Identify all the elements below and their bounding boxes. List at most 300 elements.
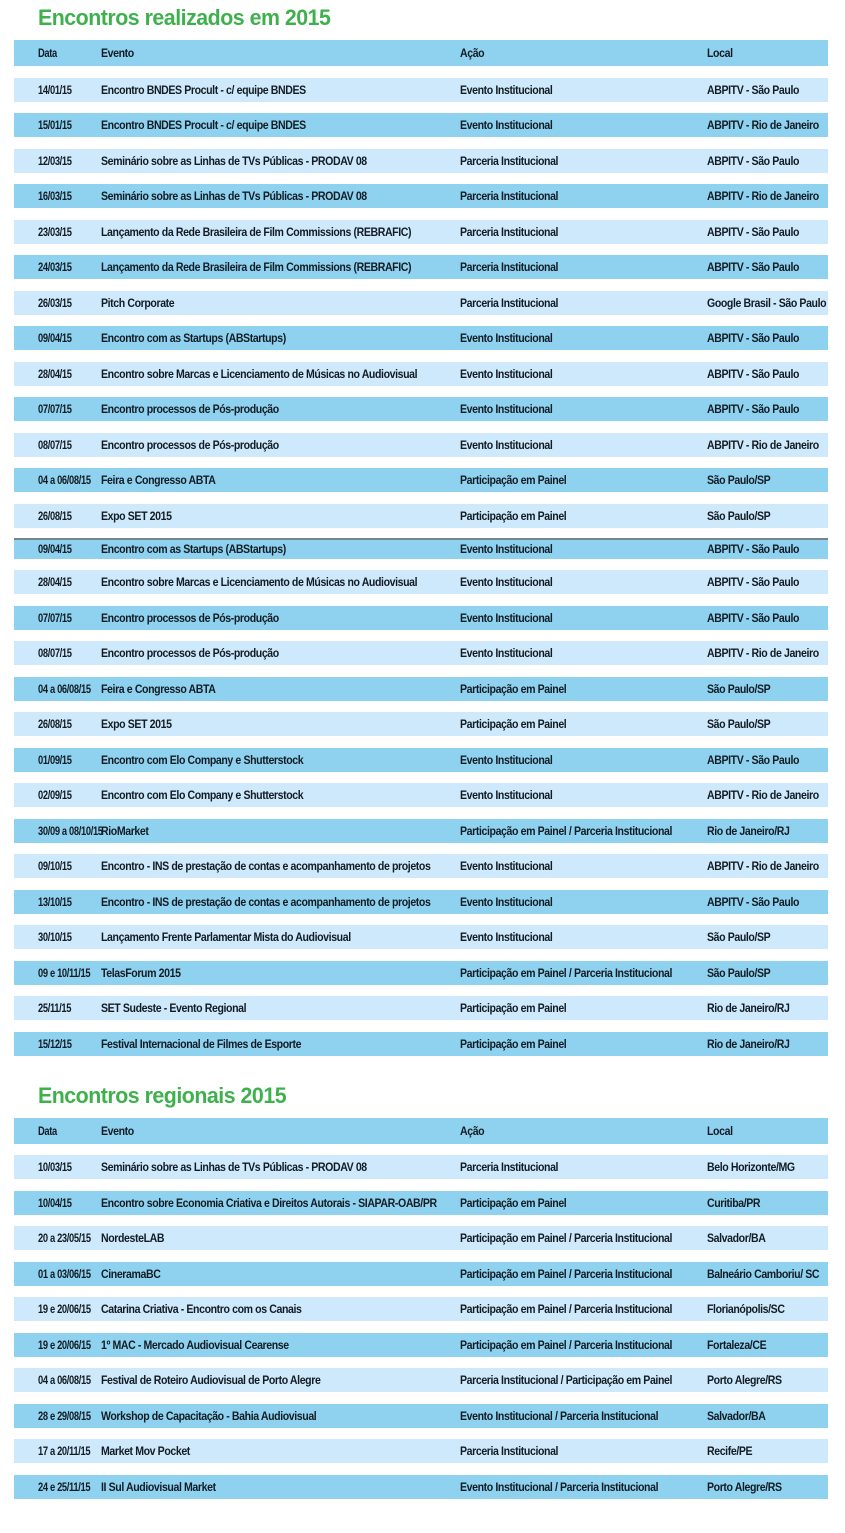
cell-text: 04 a 06/08/15 — [38, 681, 91, 696]
cell-text: ABPITV - São Paulo — [707, 224, 800, 239]
cell-data — [14, 116, 101, 134]
cell-data — [14, 999, 101, 1017]
cell-text: Encontro BNDES Procult - c/ equipe BNDES — [101, 118, 306, 132]
cell-text: ABPITV - São Paulo — [707, 402, 800, 416]
cell-text: 09 e 10/11/15 — [38, 965, 91, 980]
cell-text: Participação em Painel — [460, 508, 567, 523]
cell-evento — [101, 540, 460, 558]
cell-acao — [460, 1229, 707, 1247]
table-row — [14, 184, 828, 208]
cell-local — [707, 471, 828, 489]
cell-acao — [460, 294, 707, 312]
cell-text: Rio de Janeiro/RJ — [707, 823, 790, 838]
cell-acao — [460, 857, 707, 875]
cell-text: São Paulo/SP — [707, 930, 771, 944]
table-row — [14, 1297, 828, 1321]
cell-text: Encontro BNDES Procult - c/ equipe BNDES — [101, 82, 306, 97]
cell-acao — [460, 1194, 707, 1212]
table-row — [14, 362, 828, 386]
cell-text: 26/08/15 — [38, 508, 72, 523]
cell-text: 09/04/15 — [38, 542, 72, 556]
cell-text: Parceria Institucional — [460, 153, 559, 168]
cell-local — [707, 1407, 828, 1425]
section-title: Encontros realizados em 2015 — [38, 5, 331, 30]
cell-evento — [101, 644, 460, 662]
cell-local — [707, 258, 828, 276]
cell-acao — [460, 1265, 707, 1283]
cell-evento — [101, 715, 460, 733]
cell-evento — [101, 928, 460, 946]
cell-text: Evento Institucional — [460, 366, 553, 381]
cell-local — [707, 715, 828, 733]
cell-text: Participação em Painel — [460, 681, 567, 696]
cell-text: Florianópolis/SC — [707, 1302, 785, 1316]
cell-local — [707, 1158, 828, 1176]
cell-text: ABPITV - Rio de Janeiro — [707, 859, 819, 873]
cell-evento — [101, 751, 460, 769]
cell-text: 16/03/15 — [38, 189, 72, 203]
cell-text: 28 e 29/08/15 — [38, 1408, 91, 1423]
cell-text: 25/11/15 — [38, 1001, 72, 1015]
cell-local — [707, 116, 834, 134]
cell-text: Market Mov Pocket — [101, 1444, 190, 1458]
cell-evento — [101, 329, 460, 347]
table-row — [14, 291, 828, 315]
cell-data — [14, 1194, 101, 1212]
cell-local — [707, 609, 828, 627]
cell-acao — [460, 400, 707, 418]
cell-evento — [101, 999, 460, 1017]
cell-text: Seminário sobre as Linhas de TVs Públicas - PRODAV 08 — [101, 189, 367, 203]
cell-text: ABPITV - São Paulo — [707, 153, 800, 168]
cell-data — [14, 1229, 101, 1247]
cell-evento — [101, 294, 460, 312]
cell-text: Evento Institucional — [460, 402, 553, 416]
cell-data — [14, 540, 101, 558]
cell-text: Salvador/BA — [707, 1408, 766, 1423]
table-row — [14, 890, 828, 914]
cell-local — [707, 400, 828, 418]
cell-evento — [101, 507, 460, 525]
cell-text: Participação em Painel — [460, 473, 567, 487]
cell-text: Expo SET 2015 — [101, 717, 172, 731]
events-table — [14, 40, 828, 1056]
table-row — [14, 570, 828, 594]
cell-local — [707, 1371, 828, 1389]
cell-text: ABPITV - São Paulo — [707, 260, 800, 274]
cell-evento — [101, 1194, 460, 1212]
cell-text: Workshop de Capacitação - Bahia Audiovisual — [101, 1408, 317, 1423]
events-table — [14, 1118, 828, 1499]
cell-text: Participação em Painel / Parceria Institucional — [460, 965, 673, 980]
cell-text: SET Sudeste - Evento Regional — [101, 1001, 247, 1015]
table-row — [14, 854, 828, 878]
cell-data — [14, 258, 101, 276]
cell-text: 09/04/15 — [38, 331, 72, 345]
cell-text: Rio de Janeiro/RJ — [707, 1001, 790, 1015]
cell-data — [14, 187, 101, 205]
cell-evento — [101, 964, 460, 982]
table-row — [14, 1191, 828, 1215]
cell-evento — [101, 1265, 460, 1283]
cell-acao — [460, 152, 707, 170]
cell-text: TelasForum 2015 — [101, 965, 181, 980]
cell-text: São Paulo/SP — [707, 681, 771, 696]
cell-text: 07/07/15 — [38, 402, 72, 416]
cell-text: 01/09/15 — [38, 752, 72, 767]
table-row — [14, 1404, 828, 1428]
cell-text: 01 a 03/06/15 — [38, 1266, 91, 1281]
cell-text: Festival de Roteiro Audiovisual de Porto Alegre — [101, 1373, 321, 1387]
cell-acao — [460, 507, 707, 525]
table-row — [14, 468, 828, 492]
cell-local — [707, 1035, 828, 1053]
cell-text: Parceria Institucional / Participação em Painel — [460, 1373, 673, 1387]
cell-text: ABPITV - São Paulo — [707, 366, 800, 381]
column-header-local — [707, 1122, 828, 1140]
cell-evento — [101, 223, 460, 241]
cell-acao — [460, 540, 707, 558]
cell-data — [14, 471, 101, 489]
cell-evento — [101, 680, 460, 698]
table-row — [14, 748, 828, 772]
cell-text: Encontro processos de Pós-produção — [101, 437, 279, 452]
table-row — [14, 397, 828, 421]
cell-local — [707, 294, 842, 312]
cell-evento — [101, 81, 460, 99]
cell-text: 19 e 20/06/15 — [38, 1302, 91, 1316]
cell-acao — [460, 1158, 707, 1176]
cell-text: 30/09 a 08/10/15 — [38, 823, 103, 838]
cell-data — [14, 1265, 101, 1283]
cell-text: 04 a 06/08/15 — [38, 1373, 91, 1387]
cell-evento — [101, 116, 460, 134]
cell-text: Feira e Congresso ABTA — [101, 681, 216, 696]
cell-text: Curitiba/PR — [707, 1195, 761, 1210]
cell-acao — [460, 329, 707, 347]
table-row — [14, 712, 828, 736]
cell-text: ABPITV - São Paulo — [707, 610, 800, 625]
column-header-label: Evento — [101, 1123, 134, 1138]
cell-text: 10/03/15 — [38, 1160, 72, 1174]
cell-text: ABPITV - São Paulo — [707, 331, 800, 345]
table-row — [14, 326, 828, 350]
cell-text: 04 a 06/08/15 — [38, 473, 91, 487]
cell-text: Porto Alegre/RS — [707, 1373, 782, 1387]
cell-text: Evento Institucional — [460, 646, 553, 660]
cell-local — [707, 1300, 828, 1318]
cell-local — [707, 1442, 828, 1460]
cell-data — [14, 1300, 101, 1318]
column-header-acao — [460, 1122, 707, 1140]
cell-text: 30/10/15 — [38, 930, 72, 944]
cell-local — [707, 187, 834, 205]
cell-text: Encontro com as Startups (ABStartups) — [101, 542, 286, 556]
cell-local — [707, 1478, 828, 1496]
events-section — [0, 6, 845, 1056]
cell-data — [14, 1478, 101, 1496]
cell-text: Evento Institucional — [460, 437, 553, 452]
column-header-label: Data — [38, 1123, 57, 1138]
cell-data — [14, 680, 101, 698]
cell-data — [14, 928, 101, 946]
cell-text: 15/12/15 — [38, 1036, 72, 1051]
cell-text: 17 a 20/11/15 — [38, 1444, 91, 1458]
cell-text: 19 e 20/06/15 — [38, 1337, 91, 1352]
cell-text: Feira e Congresso ABTA — [101, 473, 216, 487]
table-row — [14, 255, 828, 279]
cell-text: Seminário sobre as Linhas de TVs Públicas - PRODAV 08 — [101, 1160, 367, 1174]
cell-local — [707, 365, 828, 383]
cell-text: II Sul Audiovisual Market — [101, 1479, 216, 1494]
table-row — [14, 783, 828, 807]
cell-evento — [101, 1300, 460, 1318]
cell-data — [14, 1336, 101, 1354]
cell-text: Lançamento Frente Parlamentar Mista do Audiovisual — [101, 930, 351, 944]
table-row — [14, 504, 828, 528]
cell-local — [707, 928, 828, 946]
cell-acao — [460, 471, 707, 489]
cell-text: Parceria Institucional — [460, 260, 559, 274]
cell-text: ABPITV - São Paulo — [707, 82, 800, 97]
table-row — [14, 433, 828, 457]
table-row — [14, 641, 828, 665]
cell-acao — [460, 81, 707, 99]
cell-acao — [460, 609, 707, 627]
cell-evento — [101, 893, 460, 911]
cell-data — [14, 822, 101, 840]
cell-text: ABPITV - Rio de Janeiro — [707, 646, 819, 660]
cell-acao — [460, 573, 707, 591]
cell-evento — [101, 1158, 460, 1176]
cell-text: Evento Institucional — [460, 575, 553, 589]
cell-text: Evento Institucional / Parceria Institucional — [460, 1408, 659, 1423]
cell-evento — [101, 822, 460, 840]
cell-text: Evento Institucional — [460, 788, 553, 802]
cell-text: 26/08/15 — [38, 717, 72, 731]
cell-acao — [460, 786, 707, 804]
column-header-acao — [460, 44, 707, 62]
cell-text: 02/09/15 — [38, 788, 72, 802]
cell-acao — [460, 822, 707, 840]
cell-text: Encontro - INS de prestação de contas e acompanhamento de projetos — [101, 859, 431, 873]
cell-text: Evento Institucional — [460, 542, 553, 556]
cell-evento — [101, 1442, 460, 1460]
cell-evento — [101, 187, 460, 205]
cell-evento — [101, 152, 460, 170]
cell-data — [14, 1035, 101, 1053]
cell-data — [14, 1407, 101, 1425]
column-header-data — [14, 1122, 101, 1140]
cell-evento — [101, 786, 460, 804]
cell-acao — [460, 116, 707, 134]
cell-data — [14, 857, 101, 875]
cell-text: 14/01/15 — [38, 82, 72, 97]
cell-text: 15/01/15 — [38, 118, 72, 132]
cell-evento — [101, 573, 460, 591]
cell-text: Participação em Painel / Parceria Institucional — [460, 1302, 673, 1316]
cell-text: Parceria Institucional — [460, 189, 559, 203]
cell-local — [707, 573, 828, 591]
cell-data — [14, 400, 101, 418]
cell-text: RioMarket — [101, 823, 149, 838]
cell-text: Participação em Painel / Parceria Institucional — [460, 1231, 673, 1245]
cell-local — [707, 1194, 828, 1212]
cell-data — [14, 1158, 101, 1176]
cell-text: 20 a 23/05/15 — [38, 1231, 91, 1245]
cell-evento — [101, 1336, 460, 1354]
cell-text: Participação em Painel — [460, 717, 567, 731]
cell-text: Encontro processos de Pós-produção — [101, 610, 279, 625]
cell-text: Salvador/BA — [707, 1231, 766, 1245]
cell-local — [707, 786, 834, 804]
cell-text: Participação em Painel / Parceria Institucional — [460, 1266, 673, 1281]
cell-data — [14, 152, 101, 170]
cell-local — [707, 857, 834, 875]
cell-text: 28/04/15 — [38, 366, 72, 381]
cell-acao — [460, 751, 707, 769]
cell-text: Encontro sobre Marcas e Licenciamento de Músicas no Audiovisual — [101, 575, 418, 589]
cell-evento — [101, 400, 460, 418]
cell-acao — [460, 1478, 707, 1496]
table-row — [14, 1439, 828, 1463]
table-row — [14, 606, 828, 630]
cell-acao — [460, 223, 707, 241]
cell-acao — [460, 1035, 707, 1053]
cell-local — [707, 964, 828, 982]
cell-local — [707, 1265, 834, 1283]
column-header-evento — [101, 44, 460, 62]
cell-data — [14, 223, 101, 241]
cell-evento — [101, 436, 460, 454]
cell-local — [707, 751, 828, 769]
cell-local — [707, 999, 828, 1017]
table-row — [14, 961, 828, 985]
cell-text: Belo Horizonte/MG — [707, 1160, 795, 1174]
table-row — [14, 1155, 828, 1179]
cell-local — [707, 540, 828, 558]
cell-text: Expo SET 2015 — [101, 508, 172, 523]
cell-local — [707, 893, 828, 911]
cell-local — [707, 436, 834, 454]
cell-evento — [101, 1478, 460, 1496]
cell-text: São Paulo/SP — [707, 473, 771, 487]
cell-acao — [460, 964, 707, 982]
cell-text: São Paulo/SP — [707, 508, 771, 523]
cell-text: Evento Institucional / Parceria Institucional — [460, 1479, 659, 1494]
events-section — [0, 1084, 845, 1499]
cell-text: Evento Institucional — [460, 331, 553, 345]
cell-text: ABPITV - São Paulo — [707, 575, 800, 589]
table-row — [14, 538, 828, 559]
table-row — [14, 1475, 828, 1499]
cell-text: 08/07/15 — [38, 646, 72, 660]
cell-text: Seminário sobre as Linhas de TVs Públicas - PRODAV 08 — [101, 153, 367, 168]
cell-acao — [460, 999, 707, 1017]
table-row — [14, 113, 828, 137]
cell-acao — [460, 187, 707, 205]
cell-evento — [101, 365, 460, 383]
cell-evento — [101, 857, 460, 875]
cell-text: Evento Institucional — [460, 82, 553, 97]
cell-text: Parceria Institucional — [460, 1444, 559, 1458]
column-header-label: Local — [707, 46, 733, 60]
cell-text: ABPITV - São Paulo — [707, 752, 800, 767]
table-row — [14, 220, 828, 244]
cell-text: Participação em Painel / Parceria Institucional — [460, 823, 673, 838]
cell-text: Festival Internacional de Filmes de Esporte — [101, 1036, 302, 1051]
cell-evento — [101, 609, 460, 627]
cell-text: Encontro - INS de prestação de contas e acompanhamento de projetos — [101, 894, 431, 909]
cell-text: Recife/PE — [707, 1444, 753, 1458]
cell-data — [14, 893, 101, 911]
table-row — [14, 1262, 828, 1286]
cell-local — [707, 81, 828, 99]
table-header-row — [14, 40, 828, 66]
cell-data — [14, 329, 101, 347]
cell-local — [707, 822, 828, 840]
table-row — [14, 819, 828, 843]
cell-text: Encontro sobre Marcas e Licenciamento de Músicas no Audiovisual — [101, 366, 418, 381]
cell-text: 26/03/15 — [38, 295, 72, 310]
cell-evento — [101, 1229, 460, 1247]
cell-text: 09/10/15 — [38, 859, 72, 873]
table-header-row — [14, 1118, 828, 1144]
cell-acao — [460, 680, 707, 698]
column-header-data — [14, 44, 101, 62]
cell-acao — [460, 715, 707, 733]
cell-text: Google Brasil - São Paulo — [707, 295, 827, 310]
cell-text: ABPITV - Rio de Janeiro — [707, 437, 819, 452]
cell-acao — [460, 365, 707, 383]
table-row — [14, 996, 828, 1020]
cell-text: CineramaBC — [101, 1266, 161, 1281]
cell-text: Lançamento da Rede Brasileira de Film Commissions (REBRAFIC) — [101, 224, 412, 239]
cell-text: NordesteLAB — [101, 1231, 165, 1245]
cell-text: Pitch Corporate — [101, 295, 175, 310]
cell-text: São Paulo/SP — [707, 965, 771, 980]
cell-evento — [101, 1407, 460, 1425]
cell-local — [707, 223, 828, 241]
table-row — [14, 925, 828, 949]
cell-text: ABPITV - Rio de Janeiro — [707, 788, 819, 802]
cell-text: Parceria Institucional — [460, 295, 559, 310]
cell-text: 23/03/15 — [38, 224, 72, 239]
cell-acao — [460, 1300, 707, 1318]
cell-text: Porto Alegre/RS — [707, 1479, 782, 1494]
cell-data — [14, 507, 101, 525]
cell-acao — [460, 1442, 707, 1460]
cell-text: ABPITV - Rio de Janeiro — [707, 189, 819, 203]
column-header-local — [707, 44, 828, 62]
cell-text: Encontro sobre Economia Criativa e Direitos Autorais - SIAPAR-OAB/PR — [101, 1195, 437, 1210]
column-header-label: Local — [707, 1123, 733, 1138]
cell-text: Encontro processos de Pós-produção — [101, 402, 279, 416]
cell-acao — [460, 1407, 707, 1425]
table-row — [14, 1226, 828, 1250]
column-header-evento — [101, 1122, 460, 1140]
cell-text: Evento Institucional — [460, 610, 553, 625]
cell-local — [707, 507, 828, 525]
cell-acao — [460, 258, 707, 276]
cell-text: Catarina Criativa - Encontro com os Canais — [101, 1302, 302, 1316]
cell-text: Evento Institucional — [460, 859, 553, 873]
table-row — [14, 1032, 828, 1056]
cell-local — [707, 152, 828, 170]
cell-evento — [101, 1035, 460, 1053]
cell-text: Evento Institucional — [460, 894, 553, 909]
cell-acao — [460, 893, 707, 911]
